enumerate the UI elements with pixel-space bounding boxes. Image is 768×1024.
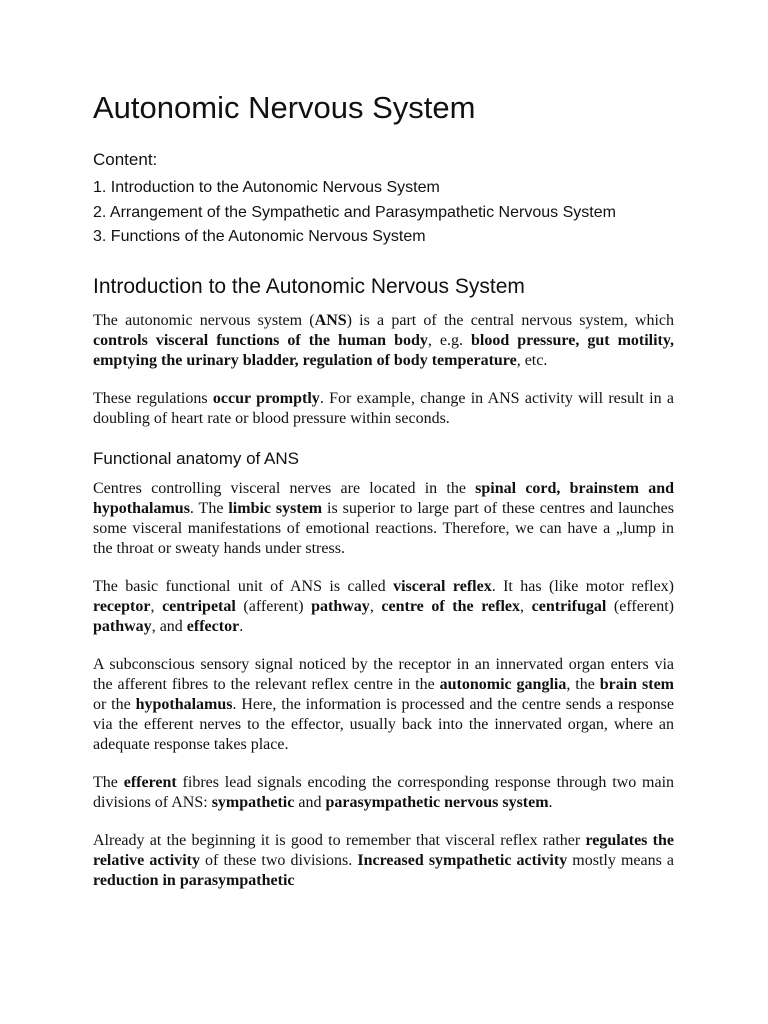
text-run: mostly means a (567, 851, 675, 869)
bold-run: sympathetic (211, 793, 295, 811)
text-run: . It has (like motor reflex) (491, 577, 675, 595)
bold-run: centre of the reflex (381, 597, 521, 615)
bold-run: parasympathetic nervous system (325, 793, 549, 811)
table-of-contents (93, 176, 674, 250)
paragraph-visceral-reflex (93, 577, 674, 637)
bold-run: controls visceral functions of the human body (93, 331, 428, 349)
bold-run: autonomic ganglia (439, 675, 567, 693)
bold-run: centripetal (162, 597, 236, 615)
bold-run: pathway (311, 597, 370, 615)
paragraph-efferent (93, 773, 674, 813)
text-run: The autonomic nervous system ( (93, 311, 315, 329)
text-run: , (150, 597, 163, 615)
text-run: is superior to large part of these centres and launches some visceral manifestations of emotional reactions. Therefore, we can have a „lump in the throat or sweaty hands under stress. (93, 499, 674, 557)
text-run: . (239, 617, 244, 635)
paragraph-centres (93, 479, 674, 559)
text-run: , e.g. (427, 331, 471, 349)
text-run: , (520, 597, 532, 615)
bold-run: visceral reflex (393, 577, 492, 595)
text-run: and (294, 793, 326, 811)
bold-run: efferent (123, 773, 177, 791)
text-run: Centres controlling visceral nerves are located in the (93, 479, 476, 497)
text-run: (afferent) (235, 597, 312, 615)
text-run: Already at the beginning it is good to remember that visceral reflex rather (93, 831, 586, 849)
content-label: Content: (93, 150, 158, 169)
toc-item: 1. Introduction to the Autonomic Nervous System (93, 179, 440, 196)
paragraph-sensory-signal (93, 655, 674, 755)
text-run: , and (151, 617, 187, 635)
text-run: of these two divisions. (199, 851, 358, 869)
bold-run: Increased sympathetic activity (357, 851, 568, 869)
text-run: (efferent) (606, 597, 675, 615)
text-run: , the (566, 675, 600, 693)
text-run: ) is a part of the central nervous system, which (346, 311, 675, 329)
bold-run: centrifugal (531, 597, 607, 615)
intro-heading: Introduction to the Autonomic Nervous System (93, 274, 525, 298)
text-run: , etc. (516, 351, 548, 369)
paragraph-relative-activity (93, 831, 674, 891)
bold-run: reduction in parasympathetic (93, 871, 295, 889)
text-run: The (93, 773, 124, 791)
bold-run: hypothalamus (135, 695, 233, 713)
functional-anatomy-heading: Functional anatomy of ANS (93, 448, 300, 468)
bold-run: brain stem (599, 675, 674, 693)
text-run: The basic functional unit of ANS is called (93, 577, 394, 595)
text-run: A subconscious sensory signal noticed by the receptor in an innervated organ enters via the afferent fibres to the relevant reflex centre in the (93, 655, 674, 693)
bold-run: spinal cord, brainstem and hypothalamus (93, 479, 675, 517)
bold-run: pathway (93, 617, 152, 635)
text-run: These regulations (93, 389, 213, 407)
bold-run: receptor (93, 597, 151, 615)
bold-run: regulates the relative activity (93, 831, 675, 869)
toc-item: 3. Functions of the Autonomic Nervous System (93, 228, 426, 245)
bold-run: effector (186, 617, 240, 635)
paragraph-intro (93, 311, 674, 371)
text-run: . Here, the information is processed and the centre sends a response via the efferent nerves to the effector, usually back into the innervated organ, where an adequate response takes place. (93, 695, 675, 753)
text-run: . For example, change in ANS activity will result in a doubling of heart rate or blood pressure within seconds. (93, 389, 675, 427)
toc-item: 2. Arrangement of the Sympathetic and Parasympathetic Nervous System (93, 203, 616, 221)
bold-run: limbic system (228, 499, 323, 517)
bold-run: blood pressure, gut motility, emptying the urinary bladder, regulation of body temperature (93, 331, 675, 369)
text-run: , (369, 597, 382, 615)
bold-run: ANS (314, 311, 347, 329)
text-run: . The (189, 499, 229, 517)
document-title: Autonomic Nervous System (93, 90, 476, 125)
text-run: or the (93, 695, 136, 713)
bold-run: occur promptly (212, 389, 320, 407)
text-run: . (548, 793, 553, 811)
text-run: fibres lead signals encoding the corresponding response through two main divisions of ANS: (93, 773, 675, 811)
paragraph-regulations (93, 389, 674, 429)
